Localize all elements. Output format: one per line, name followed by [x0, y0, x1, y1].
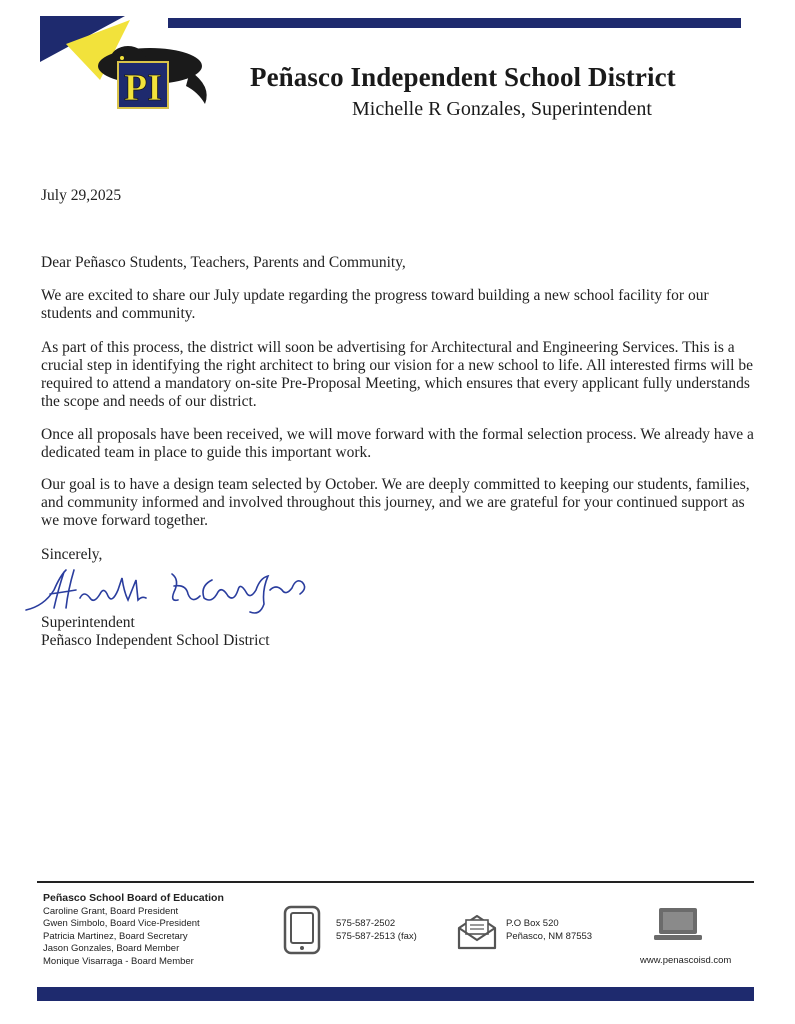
- paragraph-4: Our goal is to have a design team selected by October. We are deeply committed to keeping our students, families, and community informed and involved throughout this journey, and we are grateful for your continued support as we move forward together.: [41, 476, 750, 529]
- district-name: Peñasco Independent School District: [250, 62, 676, 92]
- city-state-zip: Peñasco, NM 87553: [506, 931, 593, 942]
- letter-date: July 29,2025: [41, 187, 122, 204]
- closing: Sincerely,: [41, 546, 103, 563]
- board-member: Jason Gonzales, Board Member: [43, 943, 180, 954]
- board-list: [43, 892, 224, 968]
- website-link[interactable]: www.penascoisd.com: [640, 955, 732, 966]
- salutation: Dear Peñasco Students, Teachers, Parents and Community,: [41, 254, 406, 271]
- svg-text:PI: PI: [124, 67, 162, 109]
- board-member: Monique Visarraga - Board Member: [43, 955, 194, 967]
- po-box: P.O Box 520: [506, 918, 559, 929]
- district-logo: [40, 16, 220, 114]
- laptop-icon: [653, 906, 703, 942]
- contact-phone: [336, 917, 417, 943]
- board-title: Peñasco School Board of Education: [43, 892, 224, 904]
- paragraph-1: We are excited to share our July update regarding the progress toward building a new school facility for our students and community.: [41, 287, 709, 322]
- signer-title: Superintendent: [41, 614, 135, 631]
- footer-divider: [37, 881, 754, 883]
- board-member: Patricia Martinez, Board Secretary: [43, 930, 188, 942]
- fax-number: 575-587-2513 (fax): [336, 931, 417, 942]
- paragraph-2: As part of this process, the district will soon be advertising for Architectural and Engineering Services. This is a crucial step in identifying the right architect to bring our vision for a new school to life. All interested firms will be required to attend a mandatory on-site Pre-Proposal Meeting, which ensures that every applicant fully understands the scope and needs of our district.: [41, 339, 753, 410]
- signer-organization: Peñasco Independent School District: [41, 632, 270, 649]
- phone-number: 575-587-2502: [336, 918, 396, 929]
- phone-icon: [283, 905, 321, 955]
- header-top-bar: [168, 18, 741, 28]
- paragraph-3: Once all proposals have been received, we will move forward with the formal selection process. We already have a dedicated team in place to guide this important work.: [41, 426, 754, 461]
- contact-address: [506, 917, 592, 943]
- board-member: Caroline Grant, Board President: [43, 905, 179, 917]
- superintendent-line: Michelle R Gonzales, Superintendent: [352, 98, 652, 120]
- footer-bottom-bar: [37, 987, 754, 1001]
- board-member: Gwen Simbolo, Board Vice-President: [43, 918, 200, 929]
- mail-icon: [457, 914, 497, 950]
